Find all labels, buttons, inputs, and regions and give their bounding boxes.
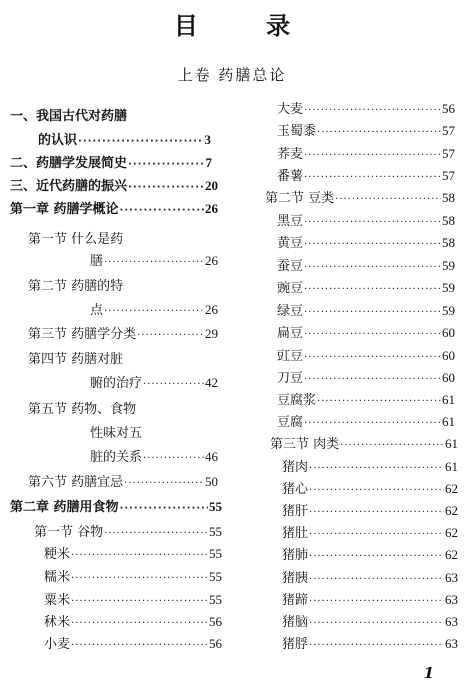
toc-page: 3 bbox=[204, 132, 211, 147]
leader-dots bbox=[304, 101, 441, 121]
leader-dots bbox=[143, 375, 204, 395]
toc-entry-text: 第三节 药膳学分类 bbox=[28, 327, 137, 342]
leader-dots bbox=[304, 414, 441, 434]
toc-entry-text: 猪肚 bbox=[282, 526, 309, 541]
toc-entry-text: 黄豆 bbox=[277, 236, 304, 251]
toc-page: 50 bbox=[205, 474, 218, 489]
toc-entry-text: 小麦 bbox=[44, 637, 71, 652]
toc-page: 26 bbox=[205, 201, 218, 216]
toc-entry[interactable] bbox=[277, 233, 455, 253]
toc-entry-text: 第一章 药膳学概论 bbox=[10, 202, 119, 217]
toc-entry-text: 扁豆 bbox=[277, 326, 304, 341]
toc-entry[interactable] bbox=[10, 153, 212, 173]
toc-page: 58 bbox=[442, 213, 455, 228]
toc-entry[interactable] bbox=[282, 634, 458, 654]
toc-page: 42 bbox=[205, 375, 218, 390]
toc-entry-text[interactable]: 第二节 药膳的特 bbox=[28, 279, 124, 294]
toc-page: 26 bbox=[205, 302, 218, 317]
leader-dots bbox=[104, 302, 204, 322]
leader-dots bbox=[304, 325, 441, 345]
toc-entry-text[interactable]: 第一节 什么是药 bbox=[28, 232, 124, 247]
toc-page: 59 bbox=[442, 303, 455, 318]
leader-dots bbox=[304, 370, 441, 390]
leader-dots bbox=[340, 436, 444, 456]
toc-page: 59 bbox=[442, 280, 455, 295]
toc-entry[interactable] bbox=[277, 346, 455, 366]
toc-page: 58 bbox=[442, 190, 455, 205]
toc-page: 55 bbox=[209, 524, 222, 539]
leader-dots bbox=[309, 614, 444, 634]
leader-dots bbox=[304, 146, 441, 166]
leader-dots bbox=[78, 132, 203, 152]
leader-dots bbox=[71, 636, 208, 656]
toc-entry-text: 豆腐 bbox=[277, 415, 304, 430]
toc-entry[interactable] bbox=[270, 434, 458, 454]
toc-entry[interactable] bbox=[282, 523, 458, 543]
toc-page: 61 bbox=[442, 392, 455, 407]
leader-dots bbox=[309, 525, 444, 545]
toc-entry-text: 二、药膳学发展简史 bbox=[10, 156, 128, 171]
toc-entry-text: 膳 bbox=[90, 254, 104, 269]
toc-page: 63 bbox=[445, 614, 458, 629]
toc-entry-text: 猪肺 bbox=[282, 548, 309, 563]
toc-entry[interactable] bbox=[282, 612, 458, 632]
leader-dots bbox=[304, 258, 441, 278]
toc-page: 63 bbox=[445, 570, 458, 585]
toc-entry-text: 豆腐浆 bbox=[277, 393, 317, 408]
toc-entry[interactable] bbox=[277, 144, 455, 164]
leader-dots bbox=[71, 546, 208, 566]
toc-entry-text: 粳米 bbox=[44, 547, 71, 562]
leader-dots bbox=[309, 481, 444, 501]
toc-page: 55 bbox=[209, 592, 222, 607]
toc-entry-text: 猪脑 bbox=[282, 615, 309, 630]
toc-page: 55 bbox=[209, 546, 222, 561]
toc-page: 60 bbox=[442, 348, 455, 363]
toc-page: 7 bbox=[205, 155, 212, 170]
leader-dots bbox=[317, 123, 441, 143]
toc-entry[interactable] bbox=[282, 501, 458, 521]
toc-entry-text[interactable]: 性味对五 bbox=[90, 426, 143, 441]
toc-page: 55 bbox=[209, 499, 222, 514]
toc-entry[interactable] bbox=[282, 479, 458, 499]
toc-entry[interactable] bbox=[265, 188, 455, 208]
leader-dots bbox=[71, 569, 208, 589]
leader-dots bbox=[309, 636, 444, 656]
toc-entry-text: 的认识 bbox=[38, 133, 78, 148]
toc-page: 20 bbox=[205, 178, 218, 193]
toc-entry-text: 黑豆 bbox=[277, 214, 304, 229]
leader-dots bbox=[120, 499, 208, 519]
toc-entry[interactable] bbox=[44, 567, 222, 587]
toc-entry[interactable] bbox=[277, 121, 455, 141]
toc-entry[interactable] bbox=[282, 457, 458, 477]
toc-page: 62 bbox=[445, 481, 458, 496]
toc-entry-text: 粟米 bbox=[44, 593, 71, 608]
toc-page: 26 bbox=[205, 253, 218, 268]
toc-page: 57 bbox=[442, 168, 455, 183]
leader-dots bbox=[124, 474, 204, 494]
toc-entry-text: 点 bbox=[90, 303, 104, 318]
toc-entry-text: 糯米 bbox=[44, 570, 71, 585]
toc-entry-text: 第二章 药膳用食物 bbox=[10, 500, 119, 515]
toc-entry[interactable] bbox=[277, 412, 455, 432]
toc-page: 56 bbox=[209, 614, 222, 629]
toc-page: 55 bbox=[209, 569, 222, 584]
toc-entry[interactable] bbox=[277, 99, 455, 119]
toc-entry[interactable] bbox=[28, 324, 218, 344]
toc-entry-text[interactable]: 第五节 药物、食物 bbox=[28, 402, 137, 417]
leader-dots bbox=[304, 303, 441, 323]
leader-dots bbox=[71, 614, 208, 634]
leader-dots bbox=[309, 503, 444, 523]
leader-dots bbox=[128, 178, 204, 198]
toc-entry[interactable] bbox=[282, 545, 458, 565]
toc-page: 57 bbox=[442, 123, 455, 138]
volume-subtitle: 上卷 药膳总论 bbox=[177, 66, 287, 84]
toc-page: 62 bbox=[445, 547, 458, 562]
toc-entry[interactable] bbox=[277, 301, 455, 321]
toc-entry-text: 腑的治疗 bbox=[90, 376, 143, 391]
leader-dots bbox=[309, 459, 444, 479]
toc-entry[interactable] bbox=[277, 368, 455, 388]
toc-entry[interactable] bbox=[90, 300, 218, 320]
leader-dots bbox=[71, 592, 208, 612]
toc-page: 29 bbox=[205, 326, 218, 341]
leader-dots bbox=[104, 253, 204, 273]
toc-entry-text: 第二节 豆类 bbox=[265, 191, 335, 206]
toc-entry[interactable] bbox=[34, 522, 222, 542]
toc-entry[interactable] bbox=[277, 278, 455, 298]
toc-entry-text[interactable]: 第四节 药膳对脏 bbox=[28, 352, 124, 367]
toc-entry-text: 猪蹄 bbox=[282, 593, 309, 608]
leader-dots bbox=[304, 235, 441, 255]
toc-entry-text: 猪肝 bbox=[282, 504, 309, 519]
toc-entry-text: 第三节 肉类 bbox=[270, 437, 340, 452]
toc-entry[interactable] bbox=[277, 323, 455, 343]
toc-entry[interactable] bbox=[277, 211, 455, 231]
toc-entry-text: 绿豆 bbox=[277, 304, 304, 319]
toc-title: 目 录 bbox=[173, 12, 321, 40]
toc-entry[interactable] bbox=[277, 390, 455, 410]
toc-page: 56 bbox=[442, 101, 455, 116]
toc-entry-text: 玉蜀黍 bbox=[277, 124, 317, 139]
toc-entry-text: 三、近代药膳的振兴 bbox=[10, 179, 128, 194]
leader-dots bbox=[128, 155, 204, 175]
toc-entry[interactable] bbox=[10, 176, 218, 196]
leader-dots bbox=[143, 449, 204, 469]
toc-entry[interactable] bbox=[44, 634, 222, 654]
toc-entry[interactable] bbox=[90, 373, 218, 393]
toc-entry-text: 猪肉 bbox=[282, 460, 309, 475]
toc-entry-text: 蚕豆 bbox=[277, 259, 304, 274]
leader-dots bbox=[304, 280, 441, 300]
toc-entry-text: 大麦 bbox=[277, 102, 304, 117]
leader-dots bbox=[309, 547, 444, 567]
toc-entry-text: 刀豆 bbox=[277, 371, 304, 386]
toc-page: 62 bbox=[445, 525, 458, 540]
toc-page: 61 bbox=[442, 414, 455, 429]
toc-entry-text: 豌豆 bbox=[277, 281, 304, 296]
toc-page: 57 bbox=[442, 146, 455, 161]
toc-entry-text: 荞麦 bbox=[277, 147, 304, 162]
toc-entry-text: 豇豆 bbox=[277, 349, 304, 364]
toc-entry-text: 第一节 谷物 bbox=[34, 525, 104, 540]
toc-entry-text: 番薯 bbox=[277, 169, 304, 184]
toc-entry[interactable] bbox=[28, 472, 218, 492]
toc-entry[interactable] bbox=[10, 199, 218, 219]
toc-entry-text: 猪胰 bbox=[282, 571, 309, 586]
leader-dots bbox=[304, 213, 441, 233]
leader-dots bbox=[304, 348, 441, 368]
leader-dots bbox=[309, 570, 444, 590]
toc-entry[interactable] bbox=[44, 590, 222, 610]
toc-page: 61 bbox=[445, 436, 458, 451]
toc-page: 62 bbox=[445, 503, 458, 518]
toc-entry[interactable] bbox=[90, 251, 218, 271]
toc-entry[interactable] bbox=[282, 590, 458, 610]
toc-entry-text: 猪脬 bbox=[282, 637, 309, 652]
leader-dots bbox=[120, 201, 204, 221]
leader-dots bbox=[309, 592, 444, 612]
toc-page: 63 bbox=[445, 592, 458, 607]
toc-entry[interactable] bbox=[44, 544, 222, 564]
toc-entry-text: 第六节 药膳宜忌 bbox=[28, 475, 124, 490]
leader-dots bbox=[317, 392, 441, 412]
toc-entry[interactable] bbox=[277, 256, 455, 276]
toc-page: 60 bbox=[442, 325, 455, 340]
toc-entry-text: 秫米 bbox=[44, 615, 71, 630]
toc-page: 63 bbox=[445, 636, 458, 651]
toc-page: 46 bbox=[205, 449, 218, 464]
toc-page: 60 bbox=[442, 370, 455, 385]
leader-dots bbox=[304, 168, 441, 188]
toc-entry[interactable] bbox=[38, 130, 211, 150]
toc-page: 61 bbox=[445, 459, 458, 474]
toc-page: 56 bbox=[209, 636, 222, 651]
toc-page: 59 bbox=[442, 258, 455, 273]
toc-entry[interactable] bbox=[10, 497, 222, 517]
toc-entry[interactable] bbox=[277, 166, 455, 186]
toc-entry-text[interactable]: 一、我国古代对药膳 bbox=[10, 109, 128, 124]
toc-entry[interactable] bbox=[282, 568, 458, 588]
leader-dots bbox=[137, 326, 204, 346]
toc-entry[interactable] bbox=[44, 612, 222, 632]
toc-entry[interactable] bbox=[90, 447, 218, 467]
toc-page: 58 bbox=[442, 235, 455, 250]
page-number: 1 bbox=[423, 664, 434, 682]
leader-dots bbox=[104, 524, 208, 544]
leader-dots bbox=[335, 190, 441, 210]
toc-entry-text: 猪心 bbox=[282, 482, 309, 497]
toc-entry-text: 脏的关系 bbox=[90, 450, 143, 465]
